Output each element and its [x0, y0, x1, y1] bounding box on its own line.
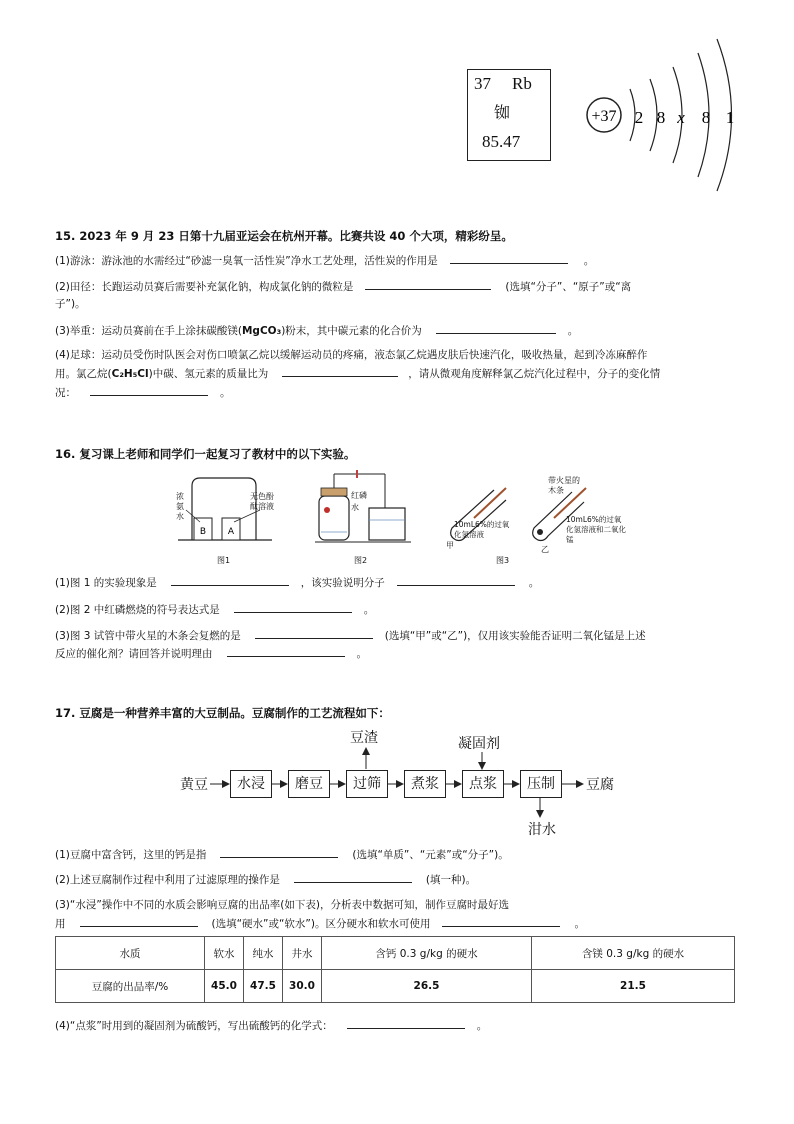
q15-p3-formula: MgCO₃: [241, 325, 282, 337]
q16-p3-line2: [55, 644, 367, 663]
q15-part2: [55, 277, 631, 296]
table-cell: 26.5: [322, 970, 532, 1003]
q16-p3-text-b: (选填“甲”或“乙”)，仅用该实验能否证明二氧化锰是上述: [384, 630, 646, 642]
element-name: 铷: [494, 103, 511, 122]
shell-2-count: 8: [656, 108, 666, 127]
flow-input-coagulant: 凝固剂: [458, 736, 500, 752]
q15-p1-answer-blank[interactable]: [450, 251, 568, 264]
q17-p3-line1: (3)“水浸”操作中不同的水质会影响豆腐的出品率(如下表)，分析表中数据可知，制作豆腐时最好选: [55, 899, 509, 911]
table-header: 井水: [283, 937, 322, 970]
shell-5-count: 1: [725, 108, 735, 127]
q15-p4-explain-blank[interactable]: [90, 383, 208, 396]
q16-part2: [55, 600, 374, 619]
fig3-splint-label: 带火星的木条: [548, 476, 580, 495]
q15-p4-ratio-blank[interactable]: [282, 364, 398, 377]
q16-p3-choice-blank[interactable]: [255, 626, 373, 639]
table-header: 含镁 0.3 g/kg 的硬水: [532, 937, 735, 970]
q17-p1-text: (1)豆腐中富含钙，这里的钙是指: [55, 849, 207, 861]
water-quality-table: [55, 936, 735, 1003]
q15-p4-line1: (4)足球：运动员受伤时队医会对伤口喷氯乙烷以缓解运动员的疼痛，液态氯乙烷遇皮肤后快速汽化，吸收热量，起到冷冻麻醉作: [55, 349, 648, 361]
fig1-ammonia-label: 浓氨水: [176, 492, 184, 521]
q15-p4-text-d: 况：: [55, 387, 76, 399]
q17-p1-answer-blank[interactable]: [220, 845, 338, 858]
q15-p4-text: 用。氯乙烷(: [55, 368, 112, 380]
q16-p1-end: 。: [528, 577, 540, 589]
flow-step-press: 压制: [520, 770, 562, 798]
fig2-red-phosphorus-label: 红磷: [351, 491, 367, 500]
q15-p3-end: 。: [567, 325, 579, 337]
flow-step-boil: 煮浆: [404, 770, 446, 798]
q15-p2-options: (选填“分子”、“原子”或“离: [505, 281, 632, 293]
flow-step-grind: 磨豆: [288, 770, 330, 798]
q15-p2-answer-blank[interactable]: [365, 277, 491, 290]
table-cell: 21.5: [532, 970, 735, 1003]
flow-step-soak: 水浸: [230, 770, 272, 798]
red-phosphorus: [324, 507, 330, 513]
table-row: [56, 970, 735, 1003]
flow-start: 黄豆: [180, 777, 208, 793]
q17-p3-water-blank[interactable]: [80, 914, 198, 927]
flow-end: 豆腐: [586, 777, 614, 793]
shell-4-count: 8: [701, 108, 711, 127]
q17-p1-options: (选填“单质”、“元素”或“分子”)。: [352, 849, 509, 861]
figure-2: [305, 468, 415, 556]
q17-p3-end: 。: [574, 918, 585, 930]
q17-part3: [55, 914, 585, 933]
q16-p2-equation-blank[interactable]: [234, 600, 352, 613]
q17-p4-end: 。: [476, 1020, 488, 1032]
q16-p1-text-b: ，该实验说明分子: [300, 577, 385, 589]
table-cell: 47.5: [244, 970, 283, 1003]
q15-p1-text: (1)游泳：游泳池的水需经过“砂滤一臭氧一活性炭”净水工艺处理，活性炭的作用是: [55, 255, 438, 267]
q16-p3-text-c: 反应的催化剂？请回答并说明理由: [55, 648, 213, 660]
q15-part4: [55, 364, 660, 383]
beaker-b-label: B: [199, 527, 207, 537]
q15-part1: [55, 251, 594, 270]
q15-title: 15. 2023 年 9 月 23 日第十九届亚运会在杭州开幕。比赛共设 40 个大项，精彩纷呈。: [55, 229, 513, 243]
q16-part1: [55, 573, 539, 592]
fig3-tube2-label: 10mL6%的过氧化氢溶液和二氧化锰: [566, 515, 626, 544]
q15-p4-formula: C₂H₅Cl: [111, 368, 149, 380]
q15-p2-continuation: 子”)。: [55, 298, 86, 310]
q17-p3-reagent-blank[interactable]: [442, 914, 560, 927]
table-header: 水质: [56, 937, 205, 970]
q16-p1-text: (1)图 1 的实验现象是: [55, 577, 157, 589]
q16-p2-end: 。: [363, 604, 375, 616]
table-header: 纯水: [244, 937, 283, 970]
nucleus-charge: +37: [591, 108, 617, 125]
q17-p2-answer-blank[interactable]: [294, 870, 412, 883]
q17-p2-text: (2)上述豆腐制作过程中利用了过滤原理的操作是: [55, 874, 280, 886]
table-header: 软水: [205, 937, 244, 970]
table-cell: 45.0: [205, 970, 244, 1003]
q15-p4-text-b: )中碳、氢元素的质量比为: [148, 368, 269, 380]
q16-p1-conclusion-blank[interactable]: [397, 573, 515, 586]
table-cell: 30.0: [283, 970, 322, 1003]
shell-3-count: x: [677, 108, 685, 127]
figure-1: [172, 470, 280, 560]
q16-p1-phenomenon-blank[interactable]: [171, 573, 289, 586]
fig2-caption: 图2: [354, 556, 368, 565]
q15-p4-line3: [55, 383, 231, 402]
table-header: 含钙 0.3 g/kg 的硬水: [322, 937, 532, 970]
manganese-dioxide: [537, 529, 543, 535]
q15-p2-text: (2)田径：长跑运动员赛后需要补充氯化钠，构成氯化钠的微粒是: [55, 281, 354, 293]
q16-p3-end: 。: [356, 648, 367, 660]
q16-p3-reason-blank[interactable]: [227, 644, 345, 657]
q15-p1-end: 。: [583, 255, 595, 267]
table-header-row: [56, 937, 735, 970]
fig3-tube2-name: 乙: [541, 545, 549, 554]
q17-part4: [55, 1016, 487, 1035]
fig3-caption: 图3: [496, 556, 510, 565]
fig3-tube1-label: 10mL6%的过氧化氢溶液: [454, 520, 510, 539]
q15-p3-text-b: )粉末，其中碳元素的化合价为: [281, 325, 422, 337]
q17-p2-hint: (填一种)。: [425, 874, 477, 886]
beaker: [369, 508, 405, 540]
q17-p3-text: 用: [55, 918, 66, 930]
q17-p4-formula-blank[interactable]: [347, 1016, 465, 1029]
q15-p3-text: (3)举重：运动员赛前在手上涂抹碳酸镁(: [55, 325, 242, 337]
element-symbol: Rb: [512, 74, 532, 93]
stopper: [321, 488, 347, 496]
element-card: [467, 69, 551, 161]
atomic-mass: 85.47: [482, 132, 521, 151]
fig1-phenolphthalein-label: 无色酚酞溶液: [250, 492, 274, 511]
q15-p4-end: 。: [220, 387, 231, 399]
q16-p2-text: (2)图 2 中红磷燃烧的符号表达式是: [55, 604, 220, 616]
fig2-water-label: 水: [351, 503, 359, 512]
flow-step-sieve: 过筛: [346, 770, 388, 798]
fig3-tube1-name: 甲: [446, 541, 454, 550]
q15-p4-text-c: ，请从微观角度解释氯乙烷汽化过程中，分子的变化情: [408, 368, 661, 380]
q17-part2: [55, 870, 476, 889]
q17-p3-text-b: (选填“硬水”或“软水”)。区分硬水和软水可使用: [211, 918, 431, 930]
beaker-a-label: A: [227, 527, 235, 537]
flow-step-coagulate: 点浆: [462, 770, 504, 798]
q15-p3-answer-blank[interactable]: [436, 321, 556, 334]
shell-1-count: 2: [634, 108, 644, 127]
atom-structure-diagram: [580, 35, 750, 200]
flow-byproduct-okara: 豆渣: [350, 730, 378, 746]
q17-title: 17. 豆腐是一种营养丰富的大豆制品。豆腐制作的工艺流程如下：: [55, 706, 390, 720]
q17-p4-text: (4)“点浆”时用到的凝固剂为硫酸钙，写出硫酸钙的化学式：: [55, 1020, 333, 1032]
q15-part3: [55, 321, 578, 340]
q16-title: 16. 复习课上老师和同学们一起复习了教材中的以下实验。: [55, 447, 356, 461]
q16-p3-text: (3)图 3 试管中带火星的木条会复燃的是: [55, 630, 241, 642]
table-row-label: 豆腐的出品率/%: [56, 970, 205, 1003]
flask: [319, 496, 349, 540]
atomic-number: 37: [474, 74, 491, 93]
flow-byproduct-whey: 泔水: [528, 822, 556, 838]
q17-part1: [55, 845, 509, 864]
q16-part3: [55, 626, 646, 645]
fig1-caption: 图1: [217, 556, 231, 565]
